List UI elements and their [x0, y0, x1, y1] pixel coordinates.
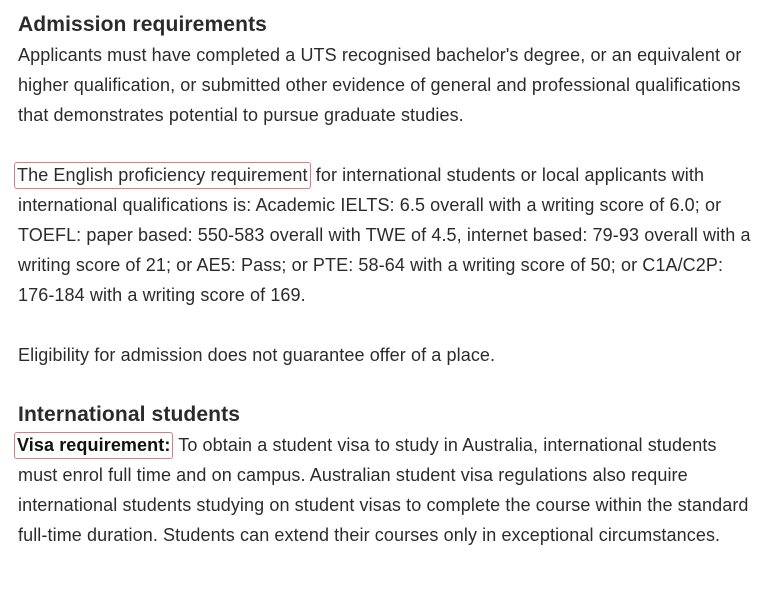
visa-requirement-label: Visa requirement:	[14, 432, 173, 459]
english-proficiency-paragraph	[18, 160, 753, 310]
english-proficiency-highlight: The English proficiency requirement	[14, 162, 311, 189]
spacer	[18, 130, 753, 160]
international-students-heading: International students	[18, 403, 241, 426]
course-info-content	[18, 10, 753, 550]
spacer	[18, 370, 753, 400]
english-proficiency-text: for international students or local applicants with international qualifications is: Academic IELTS: 6.5 overall with a writing score of 6.0; or TOEFL: paper based: 550-583 overall with TWE of 4.5, internet based: 79-93 overall with a writing score of 21; or AE5: Pass; or PTE: 58-64 with a writing score of 50; or C1A/C2P: 176-184 with a writing score of 169.	[18, 165, 751, 305]
admission-requirements-paragraph: Applicants must have completed a UTS recognised bachelor's degree, or an equivalent or higher qualification, or submitted other evidence of general and professional qualifications that demonstrates potential to pursue graduate studies.	[18, 45, 742, 125]
spacer	[18, 310, 753, 340]
visa-requirement-text: To obtain a student visa to study in Australia, international students must enrol full time and on campus. Australian student visa regulations also require international students studying on student visas to complete the course within the standard full-time duration. Students can extend their courses only in exceptional circumstances.	[18, 435, 749, 545]
eligibility-paragraph: Eligibility for admission does not guarantee offer of a place.	[18, 345, 496, 365]
visa-requirement-paragraph	[18, 430, 753, 550]
admission-requirements-heading: Admission requirements	[18, 13, 267, 36]
